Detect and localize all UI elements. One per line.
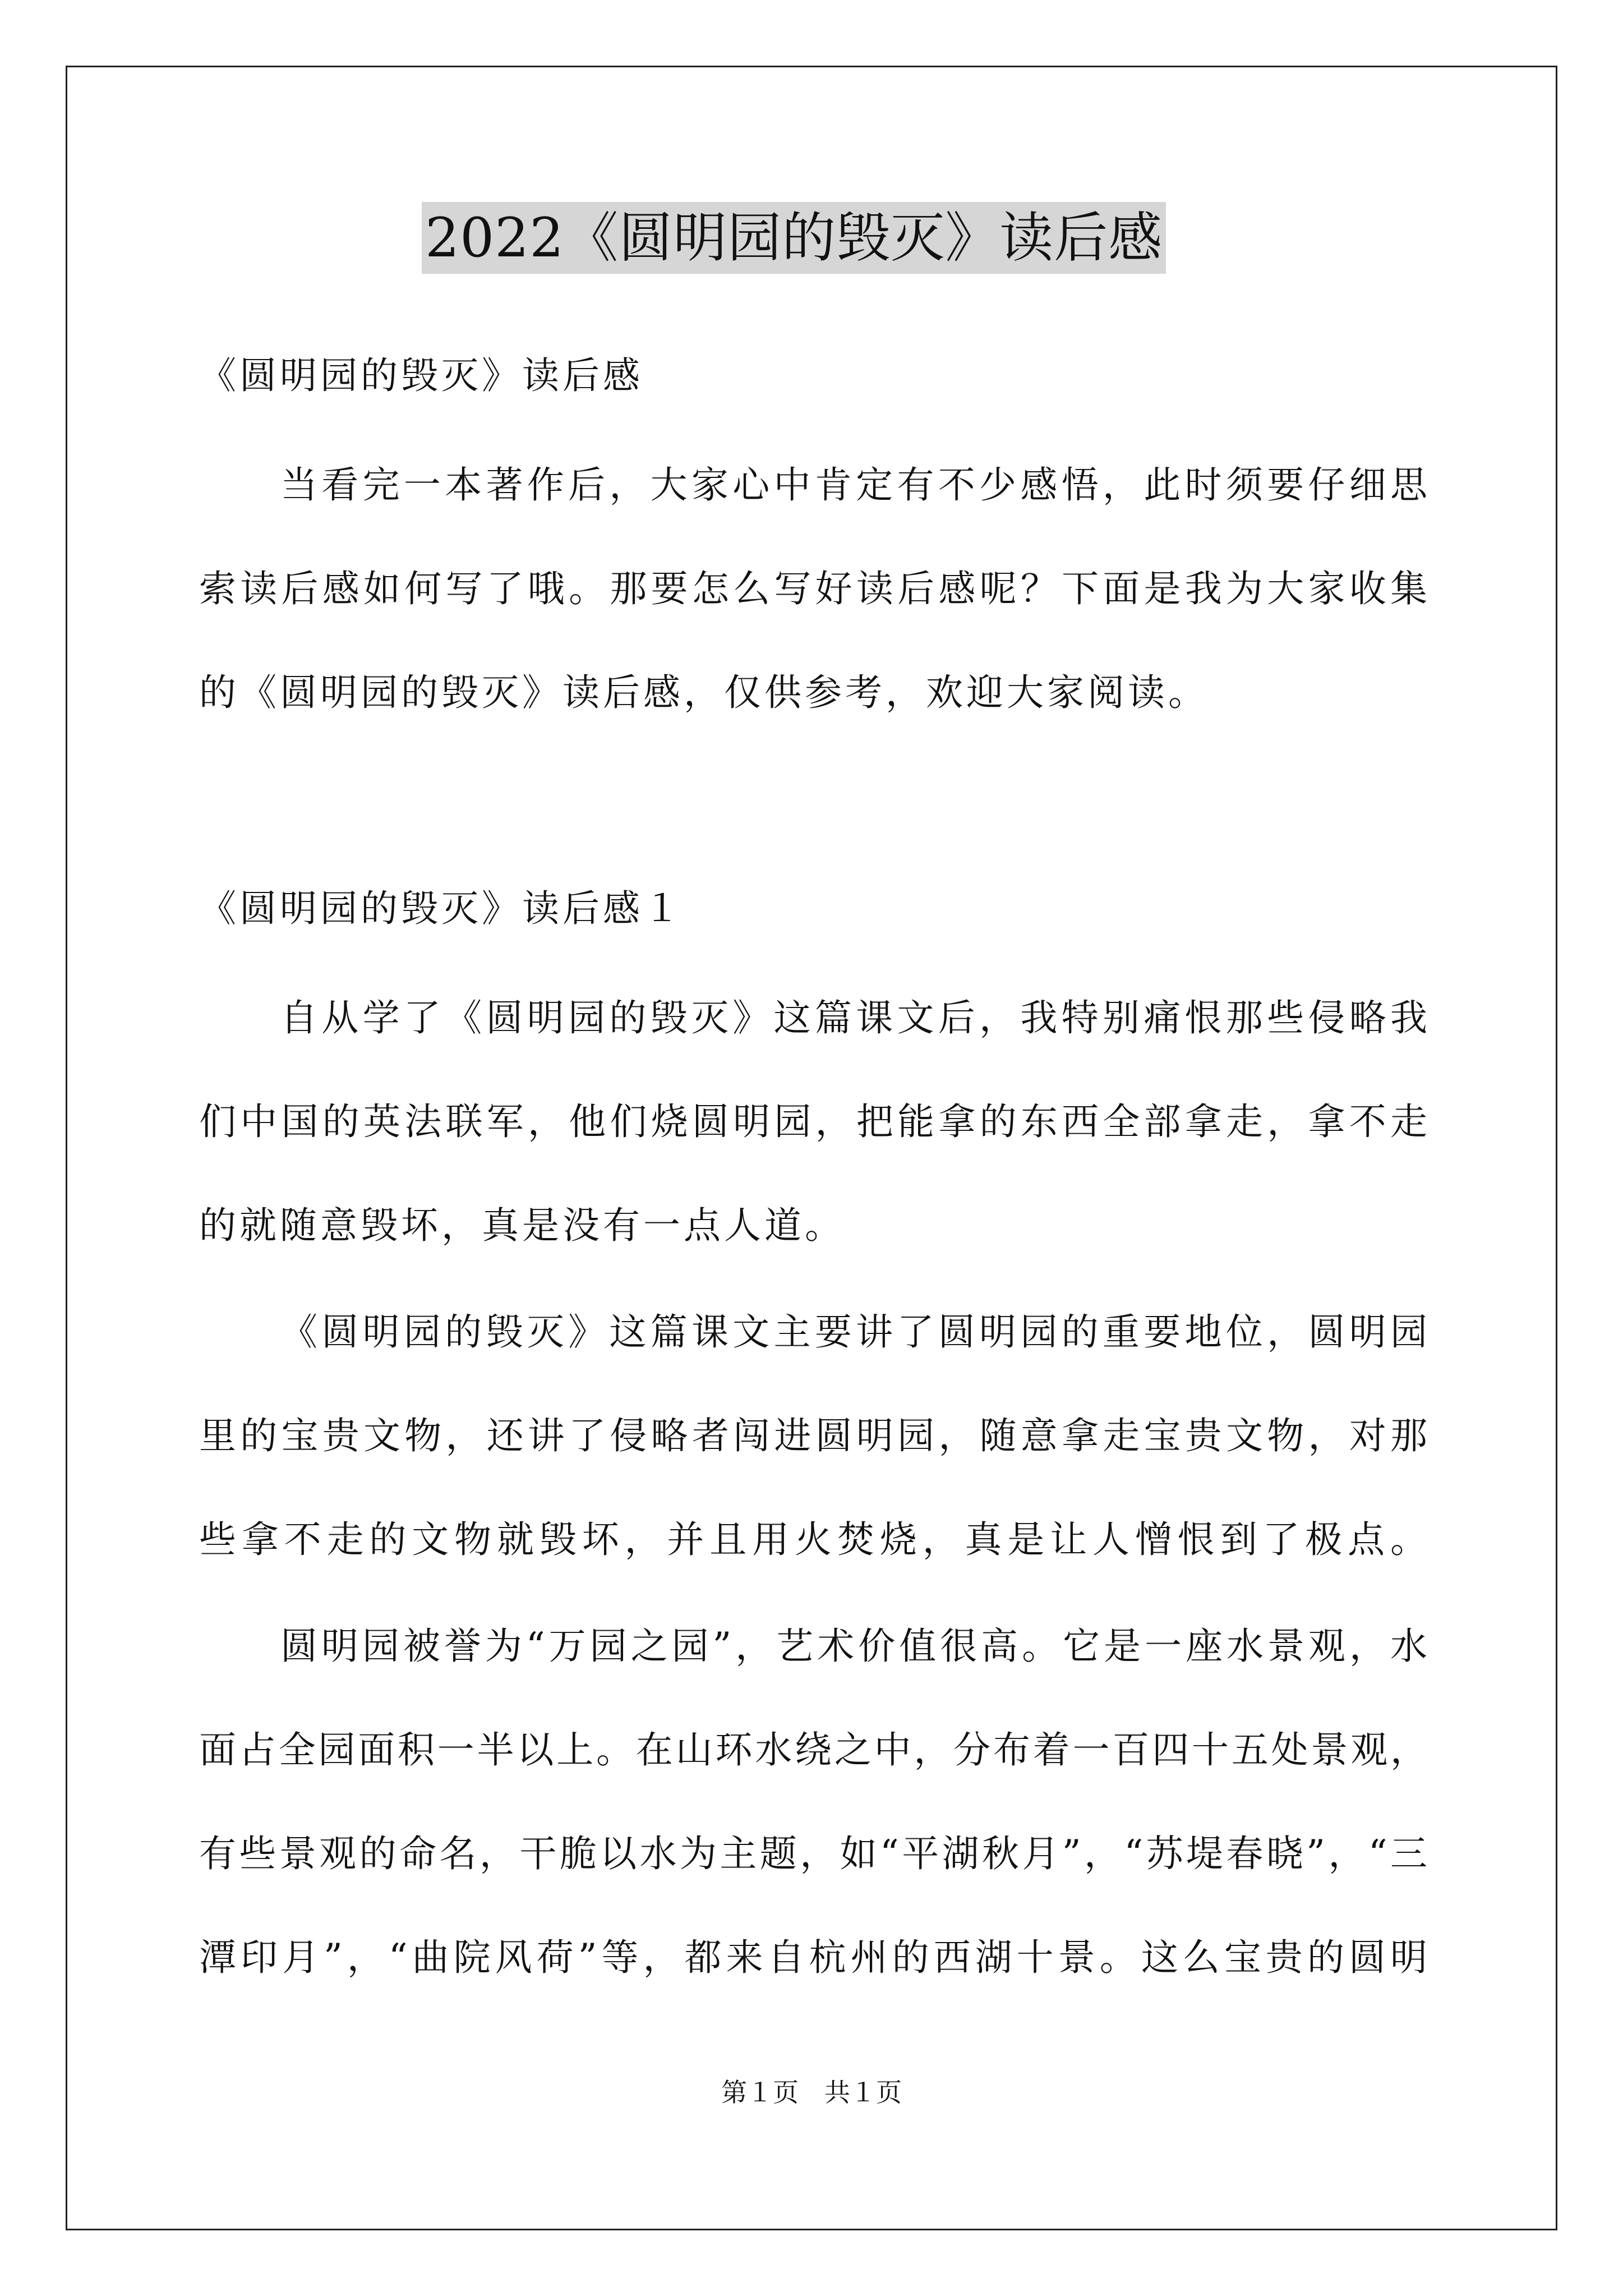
page-number-footer: 第１页 共１页 xyxy=(721,2077,902,2108)
paragraph-line: 当看完一本著作后，大家心中肯定有不少感悟，此时须要仔细思 xyxy=(280,463,1427,507)
paragraph-line: 里的宝贵文物，还讲了侵略者闯进圆明园，随意拿走宝贵文物，对那 xyxy=(199,1414,1427,1457)
paragraph-line: 的就随意毁坏，真是没有一点人道。 xyxy=(199,1204,845,1247)
paragraph-line: 索读后感如何写了哦。那要怎么写好读后感呢？下面是我为大家收集 xyxy=(199,567,1427,610)
paragraph-line: 们中国的英法联军，他们烧圆明园，把能拿的东西全部拿走，拿不走 xyxy=(199,1100,1427,1143)
paragraph-line: 面占全园面积一半以上。在山环水绕之中，分布着一百四十五处景观， xyxy=(199,1728,1427,1772)
document-title: 2022《圆明园的毁灭》读后感 xyxy=(422,202,1166,274)
paragraph-line: 潭印月”，“曲院风荷”等，都来自杭州的西湖十景。这么宝贵的圆明 xyxy=(199,1936,1427,1979)
paragraph-line: 的《圆明园的毁灭》读后感，仅供参考，欢迎大家阅读。 xyxy=(199,671,1209,714)
paragraph-line: 自从学了《圆明园的毁灭》这篇课文后，我特别痛恨那些侵略我 xyxy=(280,996,1427,1039)
paragraph-line: 《圆明园的毁灭》这篇课文主要讲了圆明园的重要地位，圆明园 xyxy=(280,1310,1427,1354)
paragraph-line: 圆明园被誉为“万园之园”，艺术价值很高。它是一座水景观，水 xyxy=(280,1625,1427,1668)
paragraph-line: 些拿不走的文物就毁坏，并且用火焚烧，真是让人憎恨到了极点。 xyxy=(199,1518,1427,1561)
section-heading-intro: 《圆明园的毁灭》读后感 xyxy=(199,354,643,397)
section-heading-1: 《圆明园的毁灭》读后感１ xyxy=(199,887,684,930)
paragraph-line: 有些景观的命名，干脆以水为主题，如“平湖秋月”，“苏堤春晓”，“三 xyxy=(199,1832,1427,1875)
